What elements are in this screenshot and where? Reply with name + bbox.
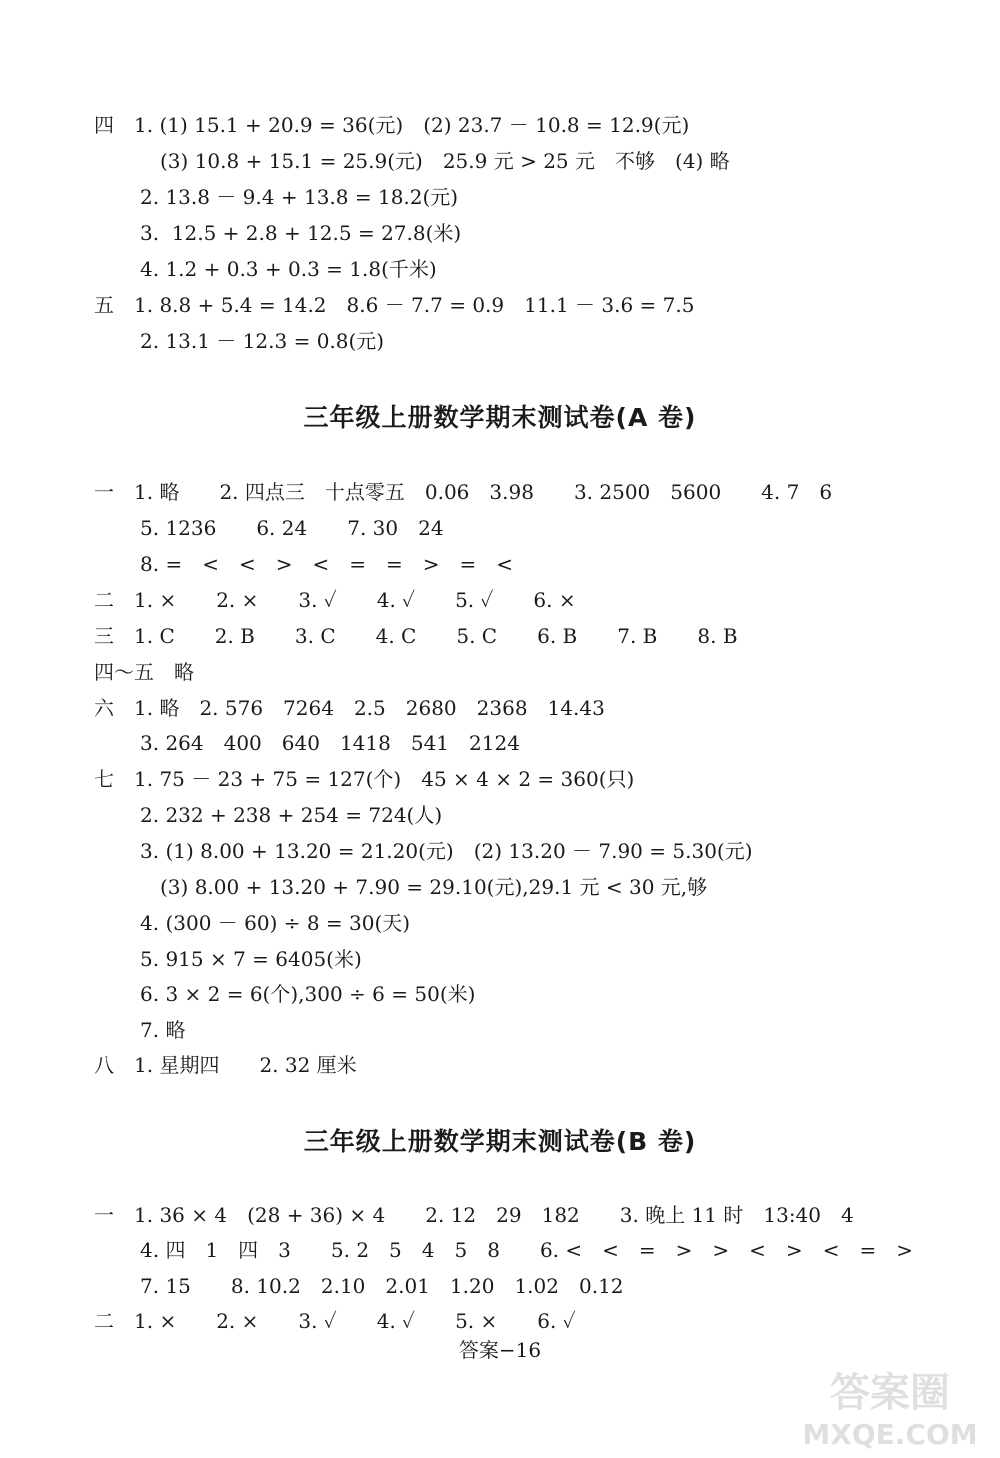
section-title-b: 三年级上册数学期末测试卷(B 卷) [303,1127,697,1156]
answer-line: 七 1. 75 － 23 + 75 = 127(个) 45 × 4 × 2 = 360(只) [94,767,635,791]
answer-line: 二 1. × 2. × 3. ✓ 4. ✓ 5. ✓ 6. × [94,588,576,612]
answer-line: 4. 四 1 四 3 5. 2 5 4 5 8 6. < < = > > < > < = > [140,1238,913,1262]
answer-line: 一 1. 略 2. 四点三 十点零五 0.06 3.98 3. 2500 5600 4. 7 6 [94,480,833,504]
answer-line: 3. (1) 8.00 + 13.20 = 21.20(元) (2) 13.20 － 7.90 = 5.30(元) [140,839,753,863]
answer-line: 4. (300 － 60) ÷ 8 = 30(天) [140,911,411,935]
answer-line: 2. 13.1 － 12.3 = 0.8(元) [140,329,385,353]
answer-line: 四 1. (1) 15.1 + 20.9 = 36(元) (2) 23.7 － 10.8 = 12.9(元) [94,113,690,137]
answer-line: 5. 1236 6. 24 7. 30 24 [140,516,444,540]
answer-line: (3) 10.8 + 15.1 = 25.9(元) 25.9 元 > 25 元 不够 (4) 略 [160,149,730,173]
answer-line: 3. 264 400 640 1418 541 2124 [140,731,520,755]
answer-line: 8. = < < > < = = > = < [140,552,514,576]
answer-line: 四～五 略 [94,660,194,684]
watermark-logo [790,1358,990,1453]
answer-line: 7. 略 [140,1018,186,1042]
answer-line: 五 1. 8.8 + 5.4 = 14.2 8.6 － 7.7 = 0.9 11.1 － 3.6 = 7.5 [94,293,695,317]
watermark-top: 答案圈 [830,1370,950,1416]
page-footer: 答案−16 [458,1338,542,1362]
answer-line: 二 1. × 2. × 3. ✓ 4. ✓ 5. × 6. ✓ [94,1309,576,1333]
answer-line: 7. 15 8. 10.2 2.10 2.01 1.20 1.02 0.12 [140,1274,624,1298]
watermark-bottom: MXQE.COM [802,1418,978,1451]
answer-line: 3. 12.5 + 2.8 + 12.5 = 27.8(米) [140,221,462,245]
answer-line: 5. 915 × 7 = 6405(米) [140,947,362,971]
answer-line: 三 1. C 2. B 3. C 4. C 5. C 6. B 7. B 8. B [94,624,738,648]
answer-line: 六 1. 略 2. 576 7264 2.5 2680 2368 14.43 [94,696,605,720]
answer-line: 一 1. 36 × 4 (28 + 36) × 4 2. 12 29 182 3. 晚上 11 时 13:40 4 [94,1203,854,1227]
answer-line: (3) 8.00 + 13.20 + 7.90 = 29.10(元),29.1 元 < 30 元,够 [160,875,708,899]
section-title-a: 三年级上册数学期末测试卷(A 卷) [303,403,697,432]
answer-line: 2. 232 + 238 + 254 = 724(人) [140,803,443,827]
answer-line: 6. 3 × 2 = 6(个),300 ÷ 6 = 50(米) [140,982,476,1006]
answer-line: 4. 1.2 + 0.3 + 0.3 = 1.8(千米) [140,257,437,281]
answer-line: 八 1. 星期四 2. 32 厘米 [94,1053,357,1077]
answer-line: 2. 13.8 － 9.4 + 13.8 = 18.2(元) [140,185,459,209]
